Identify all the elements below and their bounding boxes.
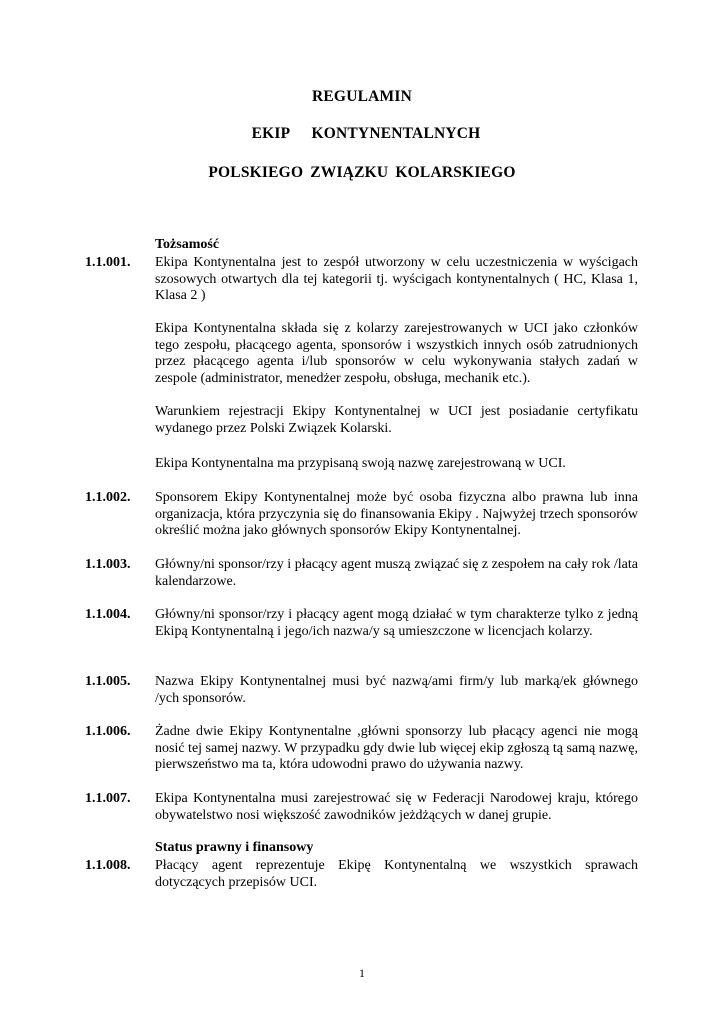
clause-text: Główny/ni sponsor/rzy i płacący agent mogą działać w tym charakterze tylko z jedną Ekipą Kontynentalną i jego/ich nazwa/y są umieszczone w licencjach kolarzy.	[155, 607, 638, 639]
clause-number: 1.1.003.	[85, 557, 131, 572]
clause-text: Ekipa Kontynentalna składa się z kolarzy zarejestrowanych w UCI jako członków tego zespołu, płacącego agenta, sponsorów i wszystkich innych osób zatrudnionych przez płacącego agenta i/lub sponsorów w celu wykonywania stałych zadań w zespole (administrator, menedżer zespołu, obsługa, mechanik etc.).	[155, 321, 638, 386]
clause-number: 1.1.006.	[85, 724, 131, 739]
section-heading-identity: Tożsamość	[155, 237, 220, 252]
clause-number: 1.1.002.	[85, 490, 131, 505]
title-line-3: POLSKIEGO ZWIĄZKU KOLARSKIEGO	[208, 164, 516, 181]
clause-text: Żadne dwie Ekipy Kontynentalne ,główni sponsorzy lub płacący agenci nie mogą nosić tej samej nazwy. W przypadku gdy dwie lub więcej ekip zgłoszą tą samą nazwę, pierwszeństwo ma ta, która udowodni prawo do używania nazwy.	[155, 724, 638, 773]
section-heading-status: Status prawny i finansowy	[155, 840, 314, 855]
clause-text: Ekipa Kontynentalna ma przypisaną swoją nazwę zarejestrowaną w UCI.	[155, 456, 566, 471]
clause-text: Sponsorem Ekipy Kontynentalnej może być osoba fizyczna albo prawna lub inna organizacja, która przyczynia się do finansowania Ekipy . Najwyżej trzech sponsorów określić można jako głównych sponsorów Ekipy Kontynentalnej.	[155, 490, 638, 539]
title-line-2: EKIP KONTYNENTALNYCH	[251, 125, 481, 142]
clause-text: Warunkiem rejestracji Ekipy Kontynentalnej w UCI jest posiadanie certyfikatu wydanego przez Polski Związek Kolarski.	[155, 404, 638, 436]
clause-number: 1.1.007.	[85, 791, 131, 806]
clause-text: Nazwa Ekipy Kontynentalnej musi być nazwą/ami firm/y lub marką/ek głównego /ych sponsorów.	[155, 674, 638, 706]
clause-text: Główny/ni sponsor/rzy i płacący agent muszą związać się z zespołem na cały rok /lata kalendarzowe.	[155, 557, 638, 589]
clause-text: Ekipa Kontynentalna musi zarejestrować się w Federacji Narodowej kraju, którego obywatelstwo nosi większość zawodników jeżdżących w danej grupie.	[155, 791, 638, 823]
clause-text: Ekipa Kontynentalna jest to zespół utworzony w celu uczestniczenia w wyścigach szosowych otwartych dla tej kategorii tj. wyścigach kontynentalnych ( HC, Klasa 1, Klasa 2 )	[155, 255, 638, 304]
clause-number: 1.1.001.	[85, 255, 131, 270]
clause-number: 1.1.004.	[85, 607, 131, 622]
clause-number: 1.1.008.	[85, 858, 131, 873]
title-line-1: REGULAMIN	[312, 88, 412, 105]
page-number: 1	[359, 966, 365, 980]
clause-text: Płacący agent reprezentuje Ekipę Kontynentalną we wszystkich sprawach dotyczących przepisów UCI.	[155, 858, 638, 890]
clause-number: 1.1.005.	[85, 674, 131, 689]
